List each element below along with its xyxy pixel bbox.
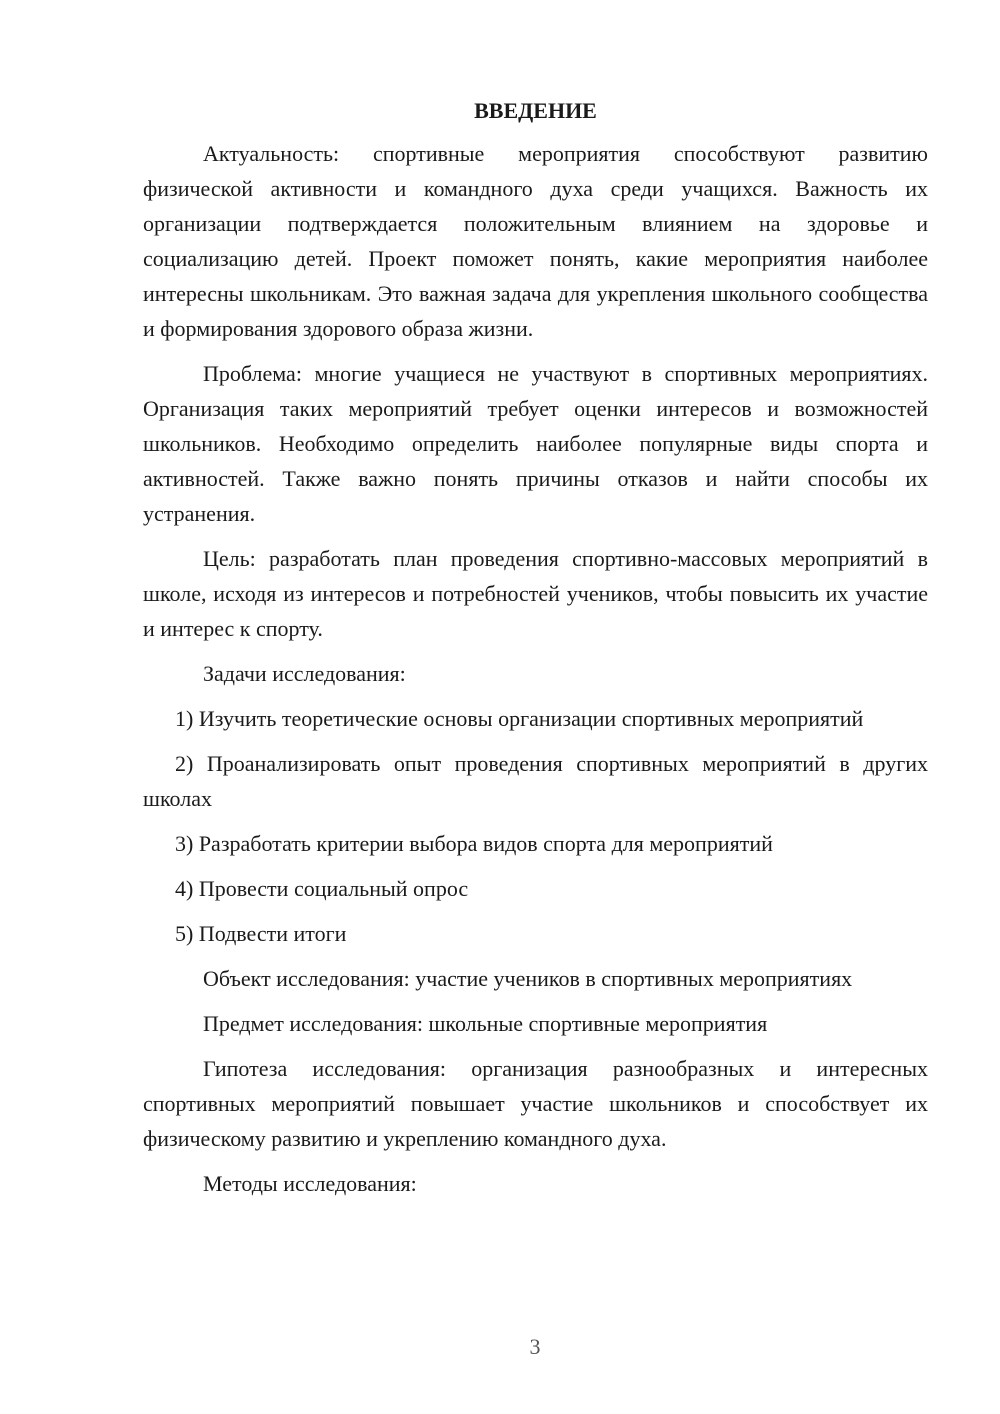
list-item: 2) Проанализировать опыт проведения спортивных мероприятий в других школах [143, 751, 928, 811]
document-page [143, 96, 928, 1211]
problem-paragraph: Проблема: многие учащиеся не участвуют в спортивных мероприятиях. Организация таких мероприятий требует оценки интересов и возможностей школьников. Необходимо определить наиболее популярные виды спорта и активностей. Также важно понять причины отказов и найти способы их устранения. [143, 361, 928, 526]
page-title: ВВЕДЕНИЕ [474, 98, 597, 123]
methods-paragraph: Методы исследования: [203, 1171, 417, 1196]
list-item: 1) Изучить теоретические основы организации спортивных мероприятий [175, 706, 864, 731]
tasks-heading: Задачи исследования: [203, 661, 406, 686]
page-number: 3 [529, 1334, 541, 1359]
relevance-paragraph: Актуальность: спортивные мероприятия способствуют развитию физической активности и командного духа среди учащихся. Важность их организации подтверждается положительным влиянием на здоровье и социализацию детей. Проект поможет понять, какие мероприятия наиболее интересны школьникам. Это важная задача для укрепления школьного сообщества и формирования здорового образа жизни. [143, 141, 928, 341]
tasks-list [143, 701, 928, 951]
goal-paragraph: Цель: разработать план проведения спортивно-массовых мероприятий в школе, исходя из интересов и потребностей учеников, чтобы повысить их участие и интерес к спорту. [143, 546, 928, 641]
list-item: 4) Провести социальный опрос [175, 876, 469, 901]
hypothesis-paragraph: Гипотеза исследования: организация разнообразных и интересных спортивных мероприятий повышает участие школьников и способствует их физическому развитию и укреплению командного духа. [143, 1056, 928, 1151]
list-item: 5) Подвести итоги [175, 921, 347, 946]
object-paragraph: Объект исследования: участие учеников в спортивных мероприятиях [203, 966, 853, 991]
subject-paragraph: Предмет исследования: школьные спортивные мероприятия [203, 1011, 768, 1036]
list-item: 3) Разработать критерии выбора видов спорта для мероприятий [175, 831, 773, 856]
